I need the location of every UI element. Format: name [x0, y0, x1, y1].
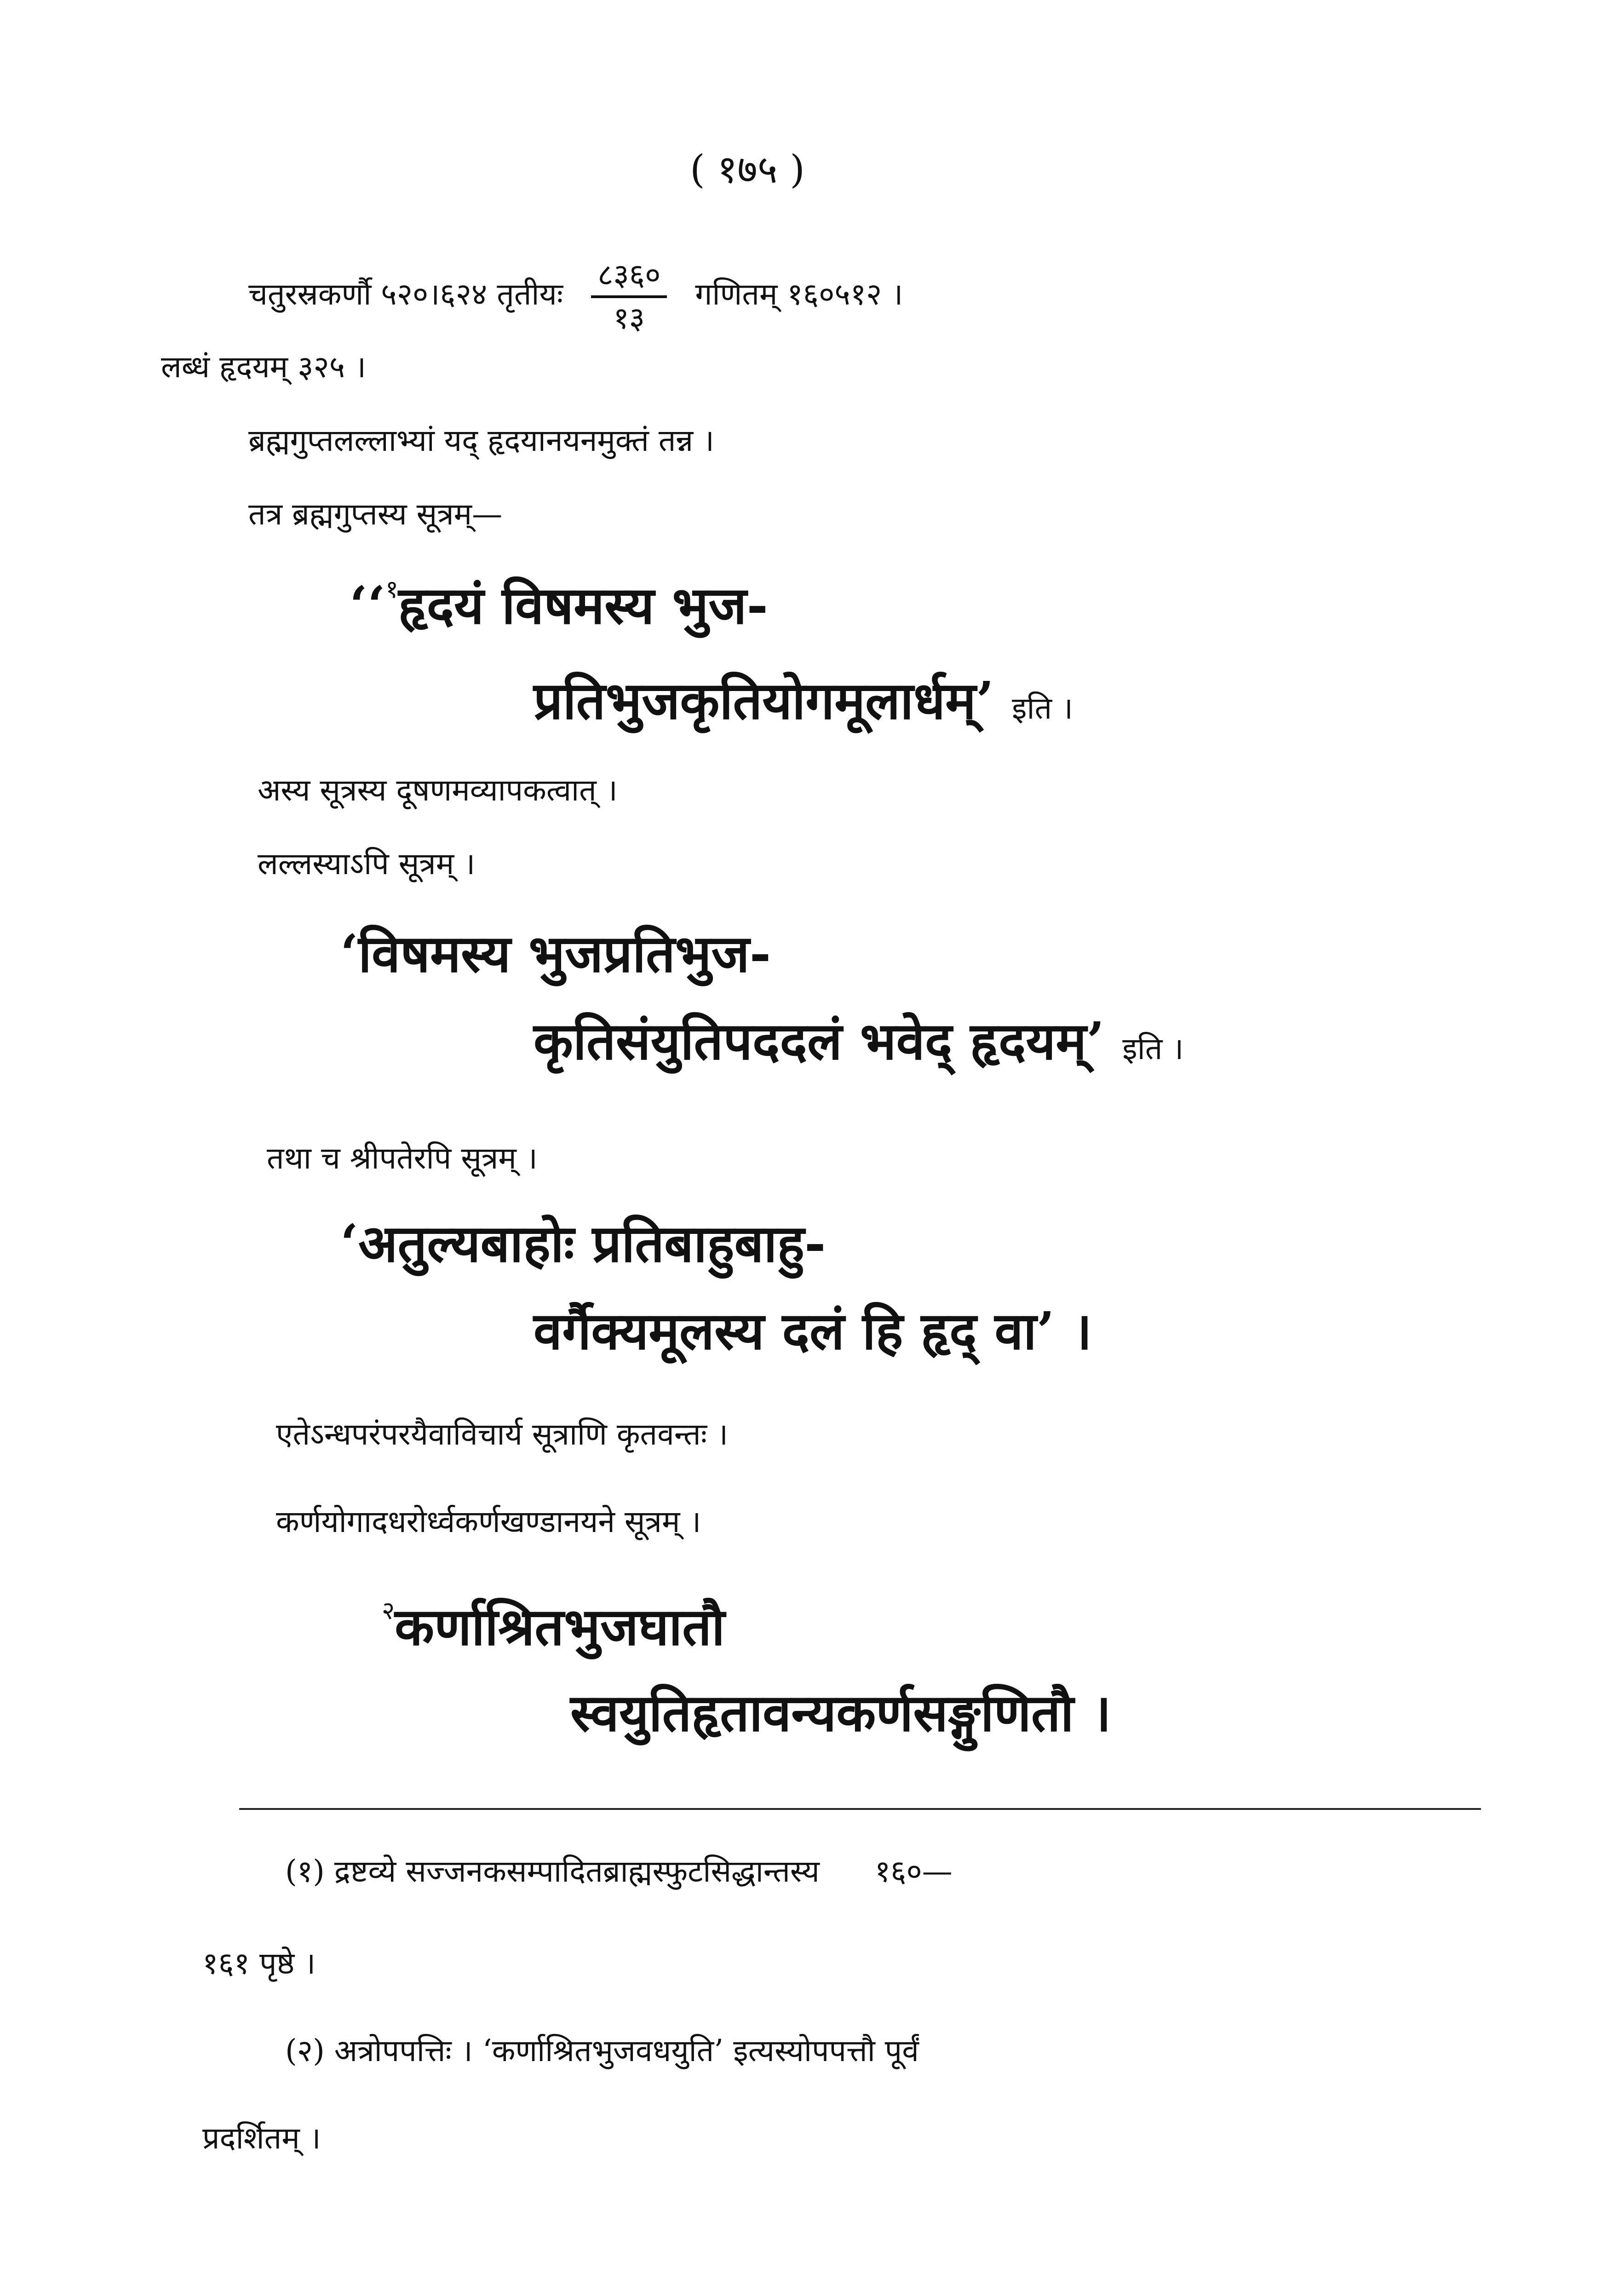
body-line: लल्लस्याऽपि सूत्रम् ।: [258, 846, 476, 881]
body-line: अस्य सूत्रस्य दूषणमव्यापकत्वात् ।: [258, 772, 618, 808]
footnote-divider: [239, 1808, 1481, 1810]
sutra-text: प्रतिभुजकृतियोगमूलार्धम्’: [534, 671, 994, 731]
footnote: १६१ पृष्ठे ।: [202, 1946, 316, 1981]
footnote: [285, 1854, 953, 1889]
fraction-denominator: १३: [613, 300, 645, 336]
sutra-text: कृतिसंयुतिपददलं भवेद् हृदयम्’: [534, 1011, 1105, 1071]
computation-result: गणितम् १६०५१२ ।: [695, 276, 903, 312]
computation-line: [248, 258, 903, 336]
sutra-text: हृदयं विषमस्य भुज-: [398, 576, 768, 636]
footnote-marker: १: [385, 575, 399, 604]
body-line: एतेऽन्धपरंपरयैवाविचार्य सूत्राणि कृतवन्तः ।: [276, 1417, 729, 1452]
sutra-text: कर्णाश्रितभुजघातौ: [395, 1597, 725, 1657]
sutra-line: [350, 575, 768, 636]
computation-text: चतुरस्रकर्णौ ५२०।६२४ तृतीयः: [248, 276, 563, 312]
result-line: लब्धं हृदयम् ३२५ ।: [161, 349, 367, 385]
body-line: ब्रह्मगुप्तलल्लाभ्यां यद् हृदयानयनमुक्तं तन्न ।: [248, 423, 715, 458]
iti-text: इति ।: [1122, 1031, 1184, 1066]
body-line: कर्णयोगादधरोर्ध्वकर्णखण्डानयने सूत्रम् ।: [276, 1504, 701, 1539]
footnote-page-range: १६०—: [874, 1854, 953, 1889]
footnote-marker: २: [382, 1596, 395, 1625]
body-line: तथा च श्रीपतेरपि सूत्रम् ।: [267, 1140, 538, 1176]
sutra-line: ‘विषमस्य भुजप्रतिभुज-: [340, 924, 771, 984]
sutra-line: स्वयुतिहृतावन्यकर्णसङ्गुणितौ ।: [570, 1683, 1112, 1743]
iti-text: इति ।: [1012, 691, 1073, 726]
quote-mark: ‘‘: [350, 576, 385, 636]
sutra-line: ‘अतुल्यबाहोः प्रतिबाहुबाहु-: [340, 1214, 826, 1274]
sutra-line: [534, 1012, 1183, 1071]
footnote-text: (१) द्रष्टव्ये सज्जनकसम्पादितब्राह्मस्फुटसिद्धान्तस्य: [285, 1854, 820, 1889]
footnote: (२) अत्रोपपत्तिः । ‘कर्णाश्रितभुजवधयुति’ इत्यस्योपपत्तौ पूर्वं: [285, 2033, 919, 2068]
page-number: ( १७५ ): [690, 147, 805, 192]
footnote: प्रदर्शितम् ।: [202, 2120, 321, 2156]
sutra-line: वर्गैक्यमूलस्य दलं हि हृद् वा’ ।: [534, 1301, 1092, 1361]
fraction-numerator: ८३६०: [591, 258, 667, 298]
body-line: तत्र ब्रह्मगुप्तस्य सूत्रम्—: [248, 496, 503, 532]
sutra-line: [382, 1596, 725, 1657]
sutra-line: [534, 672, 1073, 731]
fraction: [591, 258, 667, 336]
